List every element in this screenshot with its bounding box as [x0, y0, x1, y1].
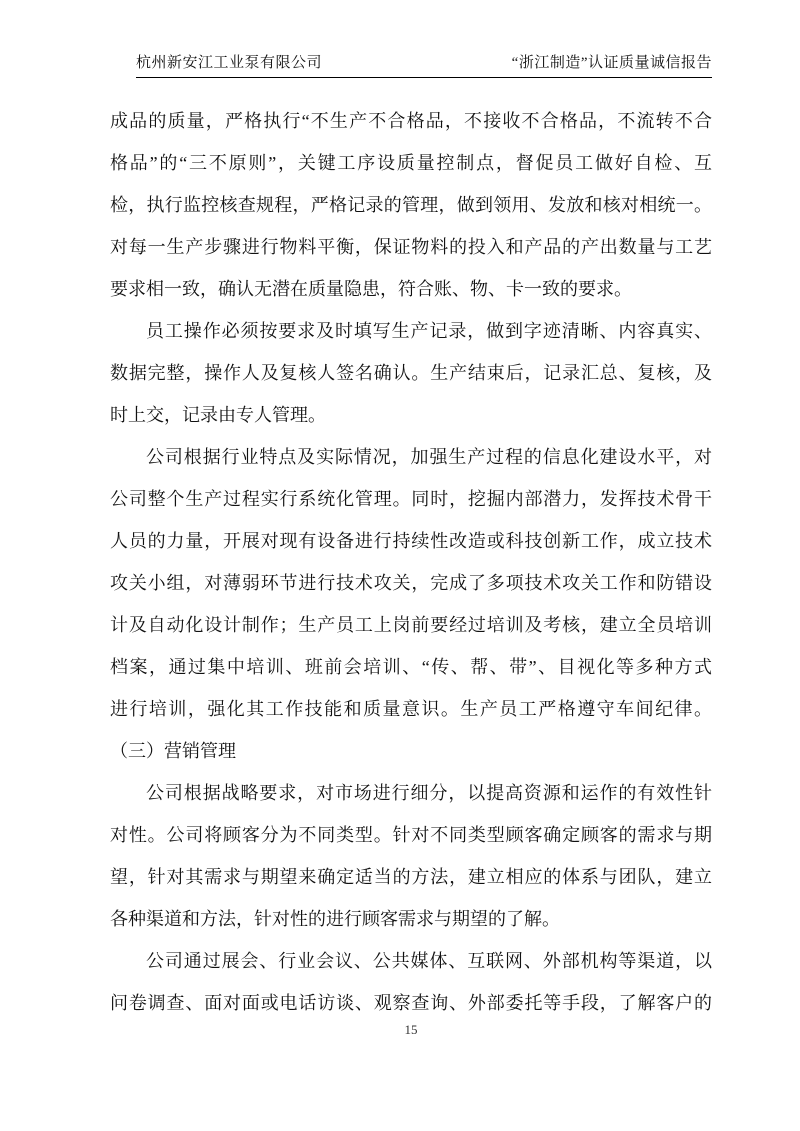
text-body	[110, 100, 712, 1024]
text-line: 员工操作必须按要求及时填写生产记录，做到字迹清晰、内容真实、	[146, 321, 712, 341]
text-line: 时上交，记录由专人管理。	[110, 405, 326, 425]
text-line: 公司整个生产过程实行系统化管理。同时，挖掘内部潜力，发挥技术骨干	[110, 489, 712, 509]
text-line: 对每一生产步骤进行物料平衡，保证物料的投入和产品的产出数量与工艺	[110, 237, 712, 257]
text-line: 公司根据战略要求，对市场进行细分，以提高资源和运作的有效性针	[146, 783, 712, 803]
text-line: 档案，通过集中培训、班前会培训、“传、帮、带”、目视化等多种方式	[110, 657, 712, 677]
text-line: 检，执行监控核查规程，严格记录的管理，做到领用、发放和核对相统一。	[110, 195, 712, 215]
text-line: 数据完整，操作人及复核人签名确认。生产结束后，记录汇总、复核，及	[110, 363, 712, 383]
text-line: 公司通过展会、行业会议、公共媒体、互联网、外部机构等渠道，以	[146, 951, 712, 971]
page-number: 15	[404, 1022, 418, 1037]
text-line: 计及自动化设计制作；生产员工上岗前要经过培训及考核，建立全员培训	[110, 615, 712, 635]
text-line: 攻关小组，对薄弱环节进行技术攻关，完成了多项技术攻关工作和防错设	[110, 573, 712, 593]
text-line: 要求相一致，确认无潜在质量隐患，符合账、物、卡一致的要求。	[110, 279, 632, 299]
text-line: 各种渠道和方法，针对性的进行顾客需求与期望的了解。	[110, 909, 560, 929]
text-line: 成品的质量，严格执行“不生产不合格品，不接收不合格品，不流转不合	[110, 111, 712, 131]
text-line: 对性。公司将顾客分为不同类型。针对不同类型顾客确定顾客的需求与期	[110, 825, 712, 845]
text-line: 格品”的“三不原则”，关键工序设质量控制点，督促员工做好自检、互	[110, 153, 712, 173]
header-company-name: 杭州新安江工业泵有限公司	[136, 55, 323, 71]
text-line: 公司根据行业特点及实际情况，加强生产过程的信息化建设水平，对	[146, 447, 712, 467]
page-footer	[110, 1022, 712, 1038]
header-report-title: “浙江制造”认证质量诚信报告	[511, 55, 712, 71]
text-line: 人员的力量，开展对现有设备进行持续性改造或科技创新工作，成立技术	[110, 531, 712, 551]
text-line: 进行培训，强化其工作技能和质量意识。生产员工严格遵守车间纪律。	[110, 699, 712, 719]
text-line: 问卷调查、面对面或电话访谈、观察查询、外部委托等手段，了解客户的	[110, 993, 712, 1013]
section-heading: （三）营销管理	[110, 741, 236, 761]
page-header	[136, 50, 712, 78]
text-line: 望，针对其需求与期望来确定适当的方法，建立相应的体系与团队，建立	[110, 867, 712, 887]
